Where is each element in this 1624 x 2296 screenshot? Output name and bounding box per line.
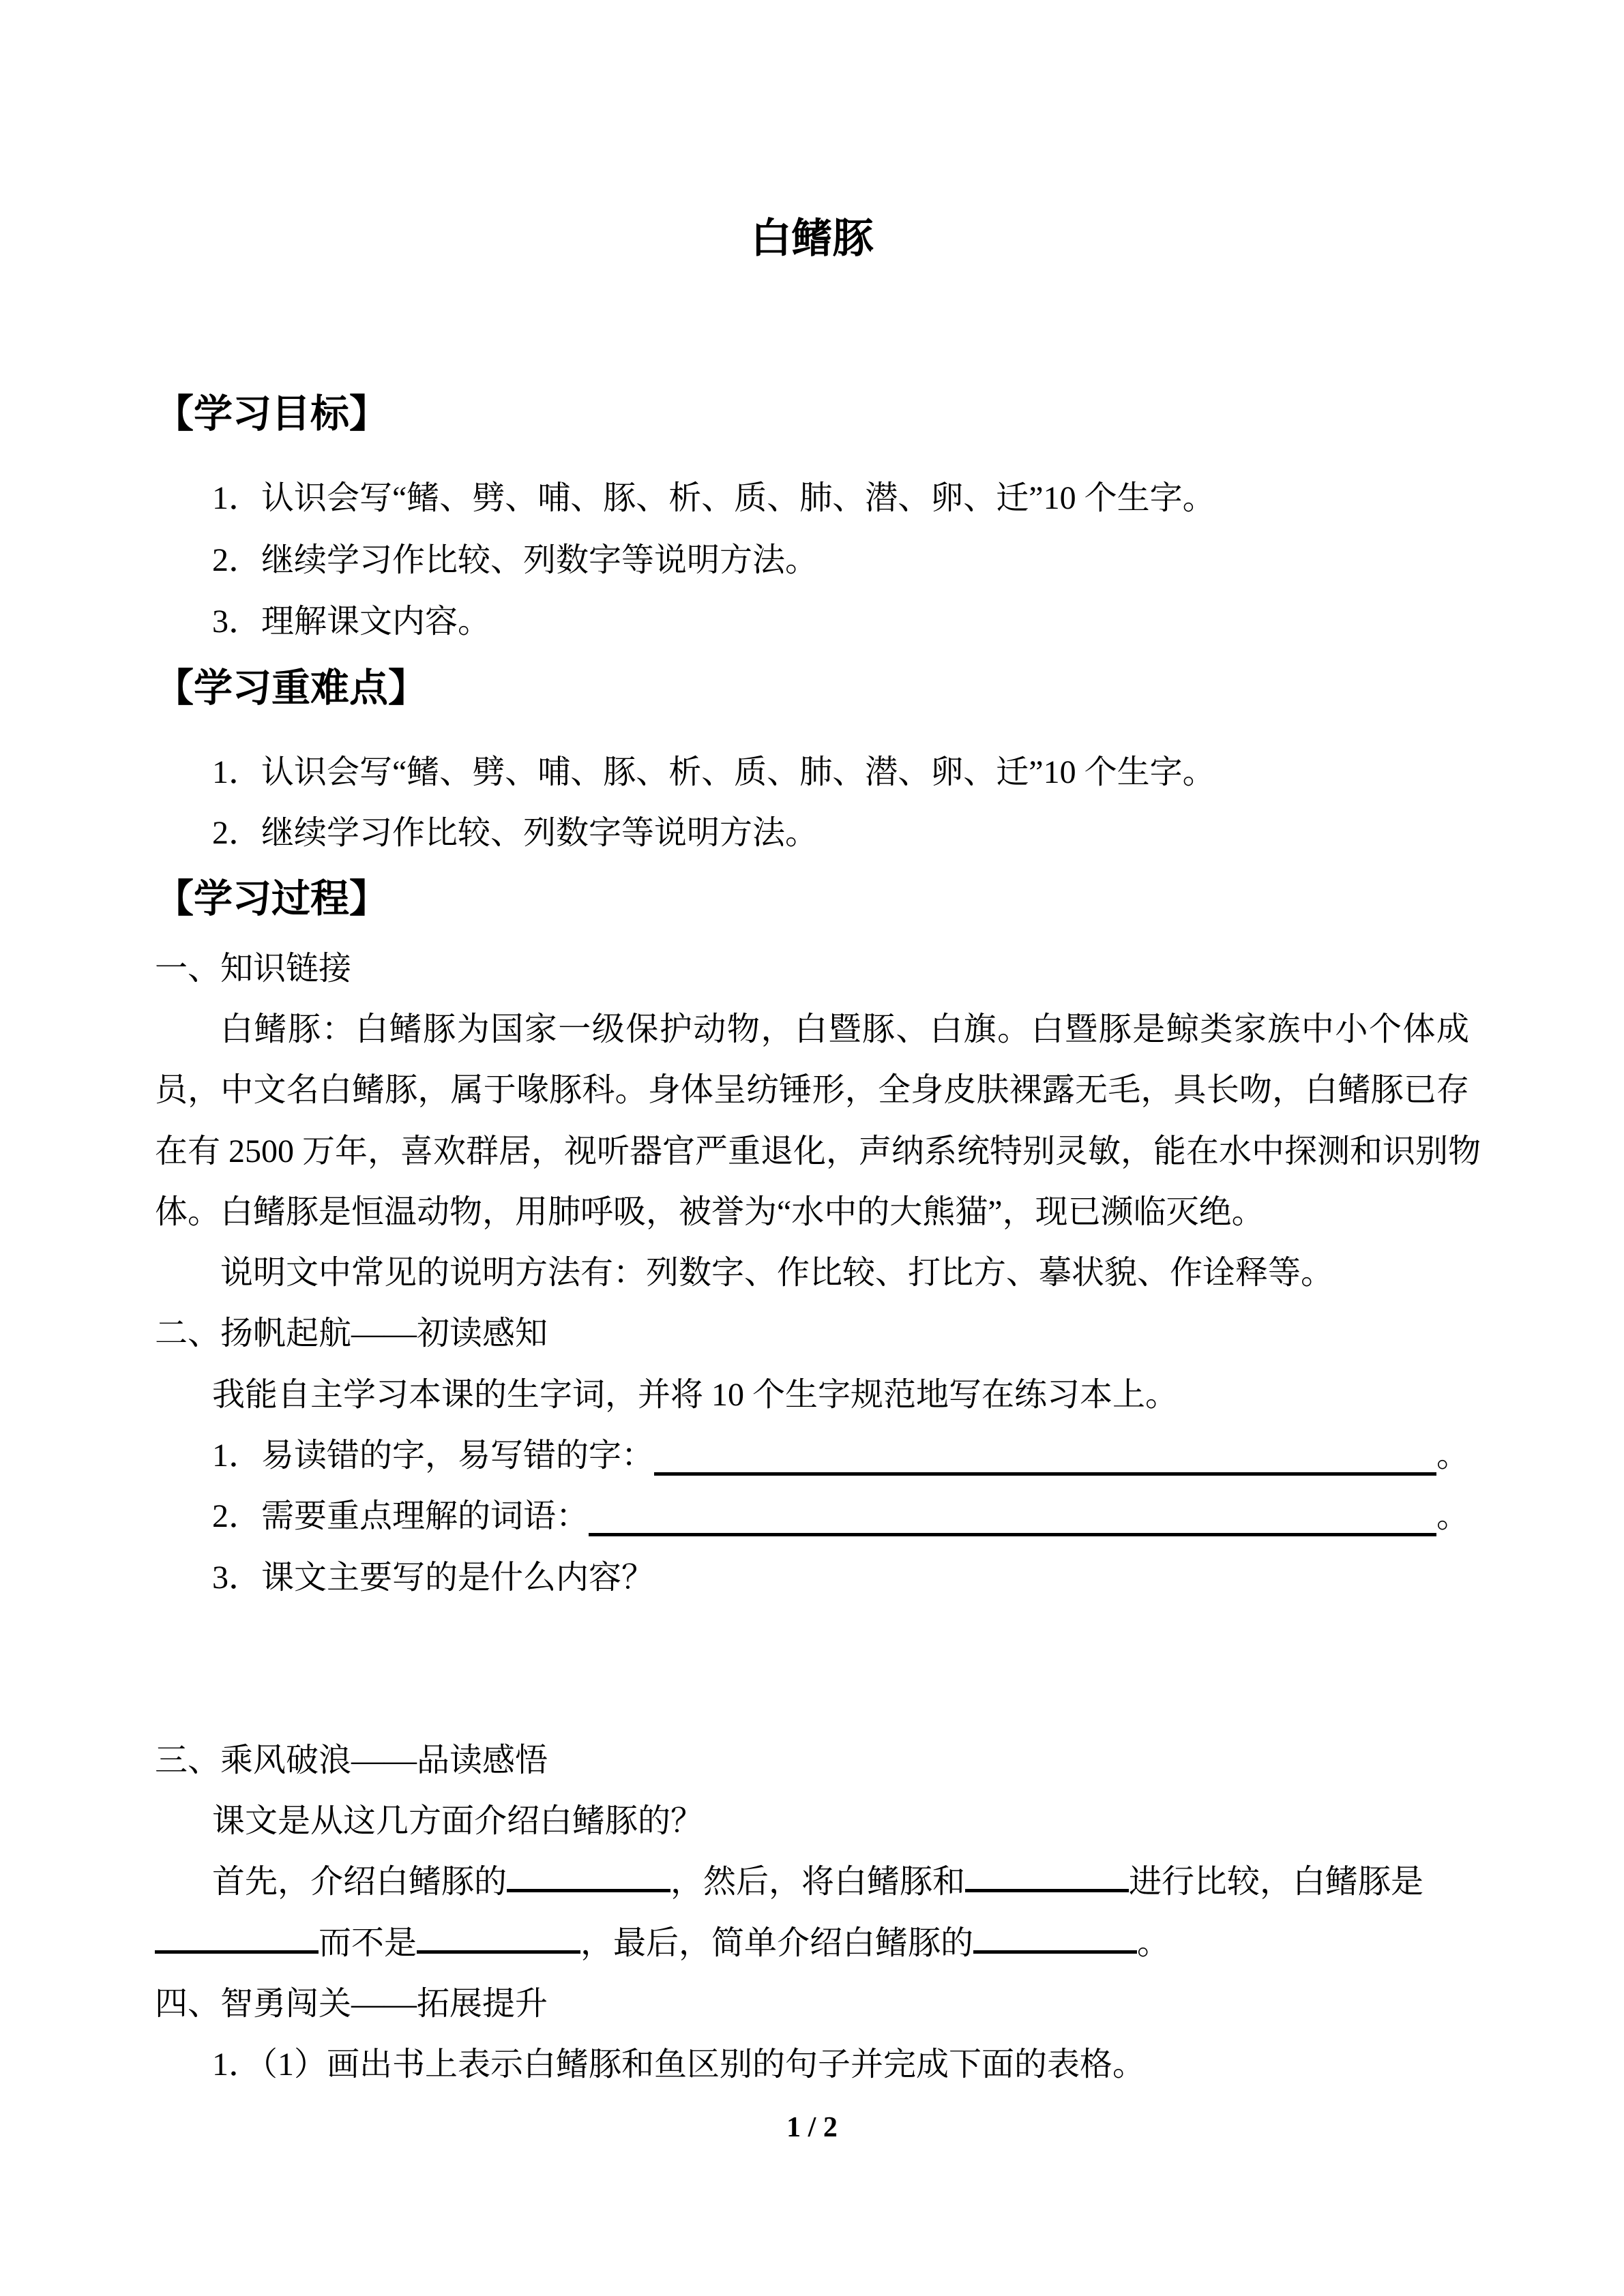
key-points-heading: 【学习重难点】 xyxy=(155,667,427,710)
period: 。 xyxy=(1436,1498,1469,1534)
section2-question3: 3．课文主要写的是什么内容？ xyxy=(212,1560,655,1596)
answer-blank xyxy=(417,1950,580,1954)
section3-question: 课文是从这几方面介绍白鳍豚的？ xyxy=(212,1803,704,1839)
answer-blank xyxy=(973,1950,1137,1954)
paragraph-line: 说明文中常见的说明方法有：列数字、作比较、打比方、摹状貌、作诠释等。 xyxy=(220,1255,1334,1291)
key-point-item: 1．认识会写“鳍、劈、哺、豚、析、质、肺、潜、卵、迁”10 个生字。 xyxy=(212,754,1215,790)
page-number: 1 / 2 xyxy=(786,2112,838,2143)
answer-blank xyxy=(965,1889,1129,1892)
page-title: 白鳍豚 xyxy=(750,216,874,261)
section4-heading: 四、智勇闯关——拓展提升 xyxy=(155,1986,548,2022)
fill-text: 而不是 xyxy=(319,1925,417,1961)
answer-blank xyxy=(155,1950,319,1954)
process-heading: 【学习过程】 xyxy=(155,878,388,921)
section1-heading: 一、知识链接 xyxy=(155,951,352,987)
period: 。 xyxy=(1436,1437,1469,1474)
paragraph-line: 体。白鳍豚是恒温动物，用肺呼吸，被誉为“水中的大熊猫”，现已濒临灭绝。 xyxy=(155,1194,1265,1230)
fill-text: ，然后，将白鳍豚和 xyxy=(670,1864,966,1900)
paragraph-line: 白鳍豚：白鳍豚为国家一级保护动物，白暨豚、白旗。白暨豚是鲸类家族中小个体成 xyxy=(220,1011,1469,1047)
answer-blank-line xyxy=(654,1472,1436,1476)
section2-intro: 我能自主学习本课的生字词，并将 10 个生字规范地写在练习本上。 xyxy=(212,1377,1179,1413)
fill-in-line-1 xyxy=(212,1425,1469,1487)
fill-text: 首先，介绍白鳍豚的 xyxy=(212,1864,507,1900)
fill-sentence-line-1 xyxy=(212,1851,1423,1913)
paragraph-line: 员，中文名白鳍豚，属于喙豚科。身体呈纺锤形，全身皮肤裸露无毛，具长吻，白鳍豚已存 xyxy=(155,1072,1469,1108)
fill-sentence-line-2 xyxy=(155,1913,1170,1974)
section4-item: 1．（1）画出书上表示白鳍豚和鱼区别的句子并完成下面的表格。 xyxy=(212,2046,1146,2083)
fill-text: 进行比较，白鳍豚是 xyxy=(1129,1864,1424,1900)
section3-heading: 三、乘风破浪——品读感悟 xyxy=(155,1742,548,1778)
fill-text: ，最后，简单介绍白鳍豚的 xyxy=(580,1925,974,1961)
objective-item: 2．继续学习作比较、列数字等说明方法。 xyxy=(212,542,818,578)
section2-heading: 二、扬帆起航——初读感知 xyxy=(155,1315,548,1352)
fill-in-line-2 xyxy=(212,1486,1469,1547)
answer-blank xyxy=(507,1889,670,1892)
objectives-heading: 【学习目标】 xyxy=(155,393,388,436)
objective-item: 3．理解课文内容。 xyxy=(212,603,491,640)
objective-item: 1．认识会写“鳍、劈、哺、豚、析、质、肺、潜、卵、迁”10 个生字。 xyxy=(212,480,1215,516)
answer-blank-line xyxy=(589,1533,1436,1536)
paragraph-line: 在有 2500 万年，喜欢群居，视听器官严重退化，声纳系统特别灵敏，能在水中探测和识别物 xyxy=(155,1133,1481,1169)
fill-in-label: 1．易读错的字，易写错的字： xyxy=(212,1437,655,1474)
fill-in-label: 2．需要重点理解的词语： xyxy=(212,1498,589,1534)
key-point-item: 2．继续学习作比较、列数字等说明方法。 xyxy=(212,815,818,851)
fill-text: 。 xyxy=(1137,1925,1170,1961)
